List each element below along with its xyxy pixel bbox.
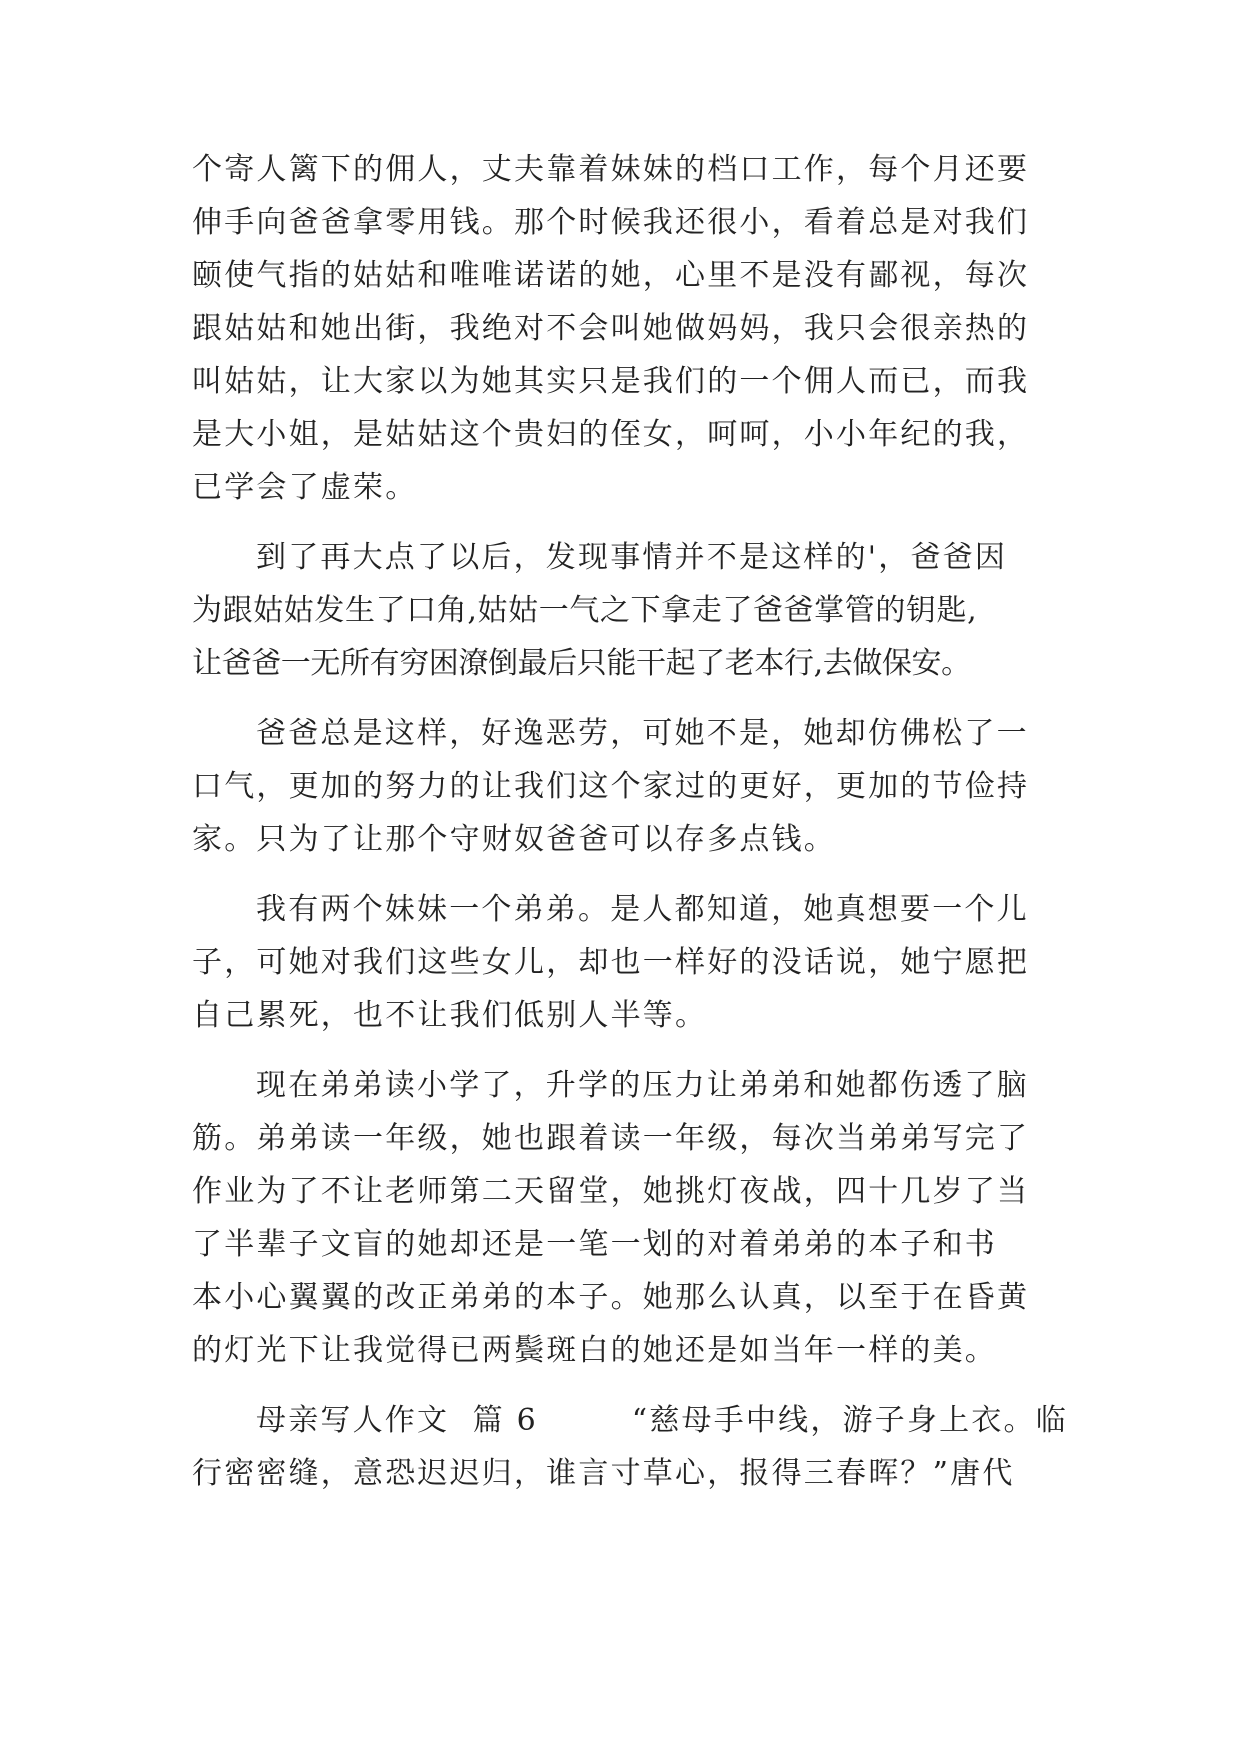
text-line: 行密密缝，意恐迟迟归，谁言寸草心，报得三春晖？”唐代 xyxy=(192,1456,1015,1491)
text-line: 爸爸总是这样，好逸恶劳，可她不是，她却仿佛松了一 xyxy=(256,716,1029,751)
text-line: 筋。弟弟读一年级，她也跟着读一年级，每次当弟弟写完了 xyxy=(192,1121,1030,1156)
text-line: 已学会了虚荣。 xyxy=(192,470,418,505)
text-line: 个寄人篱下的佣人，丈夫靠着妹妹的档口工作，每个月还要 xyxy=(192,152,1030,187)
text-line: 子，可她对我们这些女儿，却也一样好的没话说，她宁愿把 xyxy=(192,945,1030,980)
text-line: 伸手向爸爸拿零用钱。那个时候我还很小，看着总是对我们 xyxy=(192,205,1030,240)
text-line: 母亲写人作文 篇 6 “慈母手中线，游子身上衣。临 xyxy=(256,1403,1068,1438)
text-line: 自己累死，也不让我们低别人半等。 xyxy=(192,998,708,1033)
text-line: 现在弟弟读小学了，升学的压力让弟弟和她都伤透了脑 xyxy=(256,1068,1029,1103)
text-line: 跟姑姑和她出街，我绝对不会叫她做妈妈，我只会很亲热的 xyxy=(192,311,1030,346)
text-line: 家。只为了让那个守财奴爸爸可以存多点钱。 xyxy=(192,822,836,857)
text-line: 让爸爸一无所有穷困潦倒最后只能干起了老本行,去做保安。 xyxy=(192,646,971,681)
text-line: 到了再大点了以后，发现事情并不是这样的'，爸爸因 xyxy=(256,540,1008,575)
text-line: 口气，更加的努力的让我们这个家过的更好，更加的节俭持 xyxy=(192,769,1030,804)
text-line: 了半辈子文盲的她却还是一笔一划的对着弟弟的本子和书 xyxy=(192,1227,997,1262)
text-line: 颐使气指的姑姑和唯唯诺诺的她，心里不是没有鄙视，每次 xyxy=(192,258,1030,293)
text-line: 我有两个妹妹一个弟弟。是人都知道，她真想要一个儿 xyxy=(256,892,1029,927)
text-line: 叫姑姑，让大家以为她其实只是我们的一个佣人而已，而我 xyxy=(192,364,1030,399)
text-line: 是大小姐，是姑姑这个贵妇的侄女，呵呵，小小年纪的我， xyxy=(192,417,1030,452)
text-line: 本小心翼翼的改正弟弟的本子。她那么认真，以至于在昏黄 xyxy=(192,1280,1030,1315)
text-line: 作业为了不让老师第二天留堂，她挑灯夜战，四十几岁了当 xyxy=(192,1174,1030,1209)
text-line: 的灯光下让我觉得已两鬓斑白的她还是如当年一样的美。 xyxy=(192,1333,997,1368)
text-line: 为跟姑姑发生了口角,姑姑一气之下拿走了爸爸掌管的钥匙, xyxy=(192,593,978,628)
